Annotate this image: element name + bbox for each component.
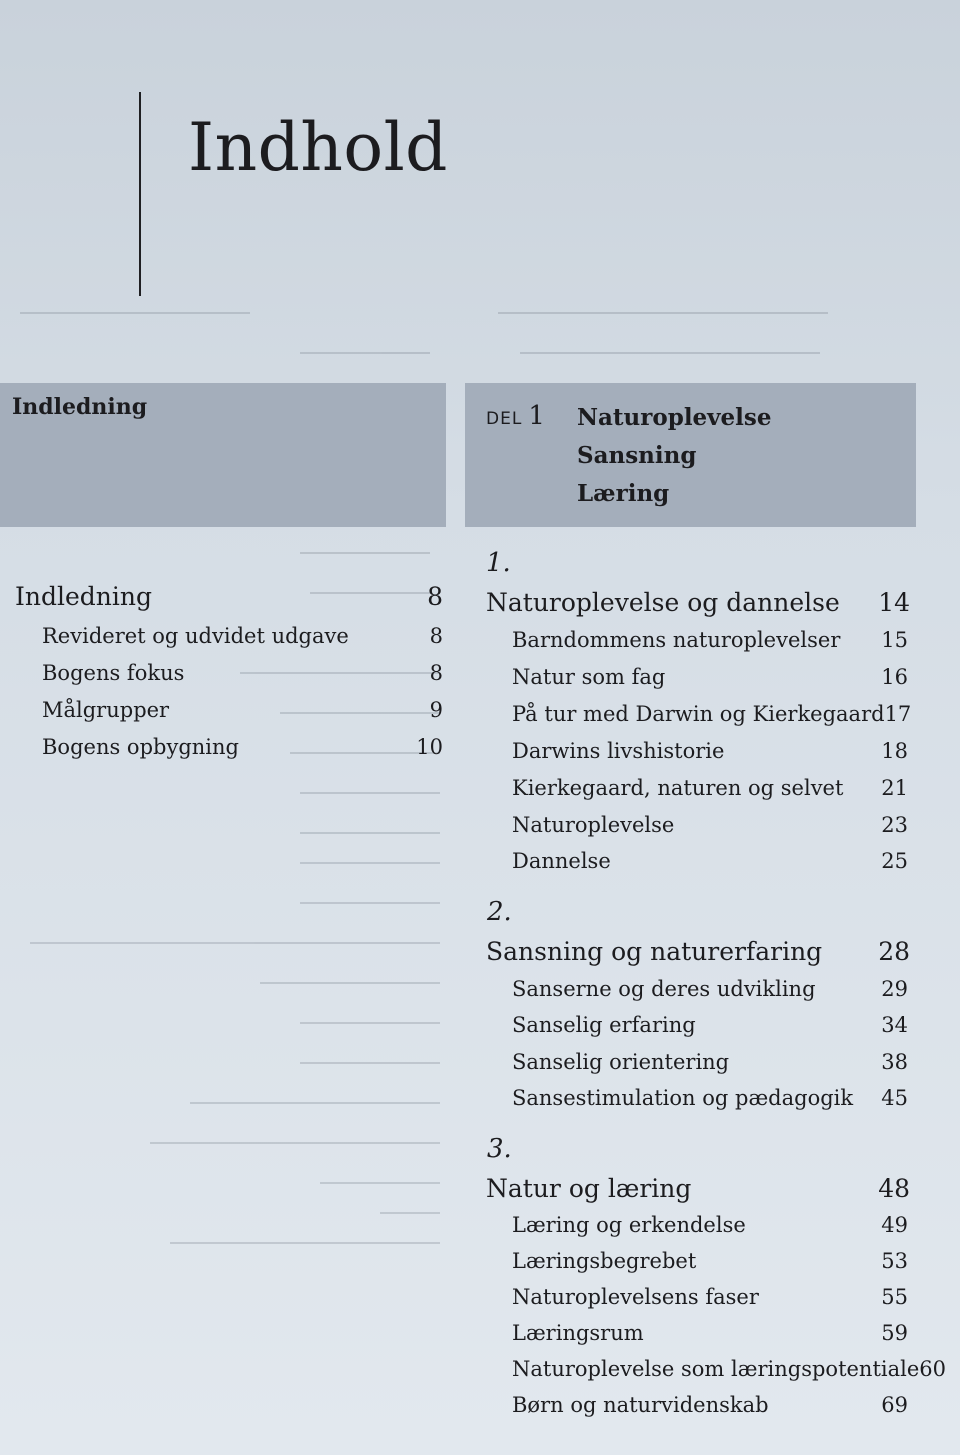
toc-entry-title: Natur som fag	[512, 665, 666, 689]
toc-page-number: 49	[881, 1213, 908, 1237]
toc-subentry[interactable]	[512, 1321, 908, 1345]
toc-subentry[interactable]	[512, 1249, 908, 1273]
toc-entry-title: Målgrupper	[42, 698, 170, 722]
toc-subentry[interactable]	[512, 665, 908, 689]
part-title: Læring	[577, 480, 670, 507]
toc-page-number: 48	[878, 1174, 910, 1203]
toc-entry-title: Natur og læring	[486, 1174, 692, 1203]
toc-subentry[interactable]	[512, 1086, 908, 1110]
toc-subentry[interactable]	[512, 776, 908, 800]
toc-subentry[interactable]	[512, 813, 908, 837]
toc-chapter-entry[interactable]	[486, 937, 910, 966]
toc-subentry[interactable]	[42, 624, 443, 648]
toc-subentry[interactable]	[512, 1357, 947, 1381]
toc-page-number: 8	[429, 624, 443, 648]
toc-entry-title: Darwins livshistorie	[512, 739, 725, 763]
toc-page-number: 18	[881, 739, 908, 763]
toc-page-number: 59	[881, 1321, 908, 1345]
part-marker	[486, 401, 545, 431]
toc-page-number: 38	[881, 1050, 908, 1074]
toc-entry-title: Revideret og udvidet udgave	[42, 624, 349, 648]
toc-entry-title: Naturoplevelse som læringspotentiale	[512, 1357, 920, 1381]
part-number: 1	[528, 401, 545, 431]
toc-entry-title: Barndommens naturoplevelser	[512, 628, 841, 652]
toc-subentry[interactable]	[42, 735, 443, 759]
toc-page-number: 9	[429, 698, 443, 722]
toc-entry-title: Sansestimulation og pædagogik	[512, 1086, 854, 1110]
toc-subentry[interactable]	[512, 849, 908, 873]
toc-chapter-entry[interactable]	[486, 1174, 910, 1203]
toc-entry-title: Naturoplevelse	[512, 813, 675, 837]
toc-entry-title: Læring og erkendelse	[512, 1213, 746, 1237]
toc-subentry[interactable]	[512, 1213, 908, 1237]
title-rule	[139, 92, 141, 296]
toc-page-number: 34	[881, 1013, 908, 1037]
chapter-number: 1.	[486, 548, 511, 578]
part-titles	[577, 399, 772, 513]
toc-chapter-entry[interactable]	[486, 588, 910, 617]
toc-page-number: 53	[881, 1249, 908, 1273]
toc-page-number: 16	[881, 665, 908, 689]
toc-subentry[interactable]	[512, 702, 912, 726]
toc-entry-title: Bogens fokus	[42, 661, 185, 685]
part-label: DEL	[486, 409, 523, 429]
toc-entry-title: Sansning og naturerfaring	[486, 937, 823, 966]
toc-entry-title: Læringsbegrebet	[512, 1249, 697, 1273]
toc-page-number: 28	[878, 937, 910, 966]
part-title: Sansning	[577, 442, 697, 469]
toc-entry-title: Dannelse	[512, 849, 611, 873]
toc-page-number: 23	[881, 813, 908, 837]
toc-subentry[interactable]	[512, 739, 908, 763]
toc-subentry[interactable]	[512, 1285, 908, 1309]
toc-page-number: 17	[884, 702, 912, 726]
toc-entry-intro[interactable]	[15, 582, 443, 611]
toc-page-number: 29	[881, 977, 908, 1001]
toc-subentry[interactable]	[512, 1013, 908, 1037]
toc-subentry[interactable]	[512, 1050, 908, 1074]
toc-entry-title: Bogens opbygning	[42, 735, 239, 759]
toc-page-number: 21	[881, 776, 908, 800]
toc-page-number: 8	[429, 661, 443, 685]
toc-subentry[interactable]	[42, 661, 443, 685]
toc-subentry[interactable]	[512, 628, 908, 652]
page-title: Indhold	[188, 109, 448, 186]
toc-entry-title: Sanserne og deres udvikling	[512, 977, 816, 1001]
toc-entry-title: Sanselig orientering	[512, 1050, 730, 1074]
toc-entry-title: Sanselig erfaring	[512, 1013, 696, 1037]
toc-page-number: 14	[878, 588, 910, 617]
toc-page-number: 45	[881, 1086, 908, 1110]
toc-page-number: 60	[919, 1357, 947, 1381]
toc-entry-title: På tur med Darwin og Kierkegaard	[512, 702, 885, 726]
part-title: Naturoplevelse	[577, 404, 772, 431]
toc-page-number: 15	[881, 628, 908, 652]
toc-entry-title: Børn og naturvidenskab	[512, 1393, 769, 1417]
toc-page-number: 69	[881, 1393, 908, 1417]
toc-subentry[interactable]	[42, 698, 443, 722]
chapter-number: 2.	[487, 897, 512, 927]
toc-page-number: 10	[416, 735, 443, 759]
toc-page-number: 25	[881, 849, 908, 873]
toc-subentry[interactable]	[512, 1393, 908, 1417]
toc-entry-title: Læringsrum	[512, 1321, 644, 1345]
toc-entry-title: Indledning	[15, 582, 152, 611]
chapter-number: 3.	[487, 1134, 512, 1164]
toc-page-number: 55	[881, 1285, 908, 1309]
toc-subentry[interactable]	[512, 977, 908, 1001]
section-band-label: Indledning	[12, 394, 148, 420]
toc-entry-title: Naturoplevelsens faser	[512, 1285, 759, 1309]
toc-entry-title: Kierkegaard, naturen og selvet	[512, 776, 844, 800]
toc-entry-title: Naturoplevelse og dannelse	[486, 588, 840, 617]
toc-page-number: 8	[427, 582, 443, 611]
